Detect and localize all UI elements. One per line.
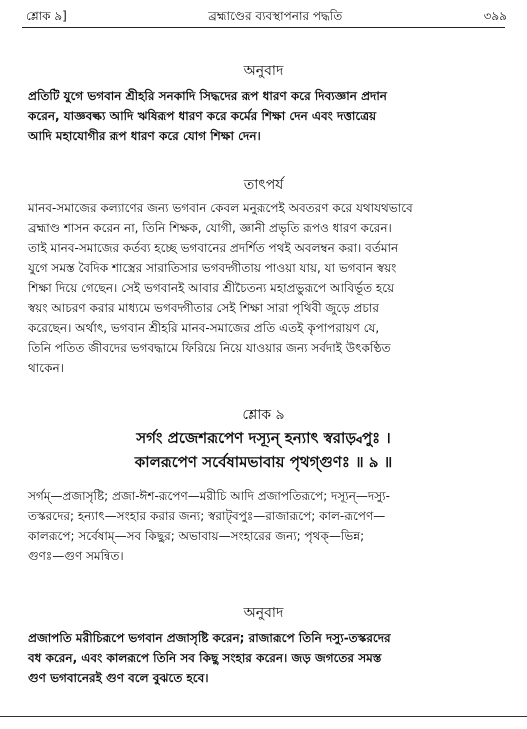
header-chapter-title: ব্রহ্মাণ্ডের ব্যবস্থাপনার পদ্ধতি [208, 9, 343, 23]
running-header [26, 8, 507, 24]
purport-text: মানব-সমাজের কল্যাণের জন্য ভগবান কেবল মনুরূপেই অবতরণ করে যথাযথভাবে ব্রহ্মাণ্ড শাসন করেন না, তিনি শিক্ষক, যোগী, জ্ঞানী প্রভৃতি রূপও ধারণ করেন। তাই মানব-সমাজের কর্তব্য হচ্ছে ভগবানের প্রদর্শিত পথই অবলম্বন করা। বর্তমান যুগে সমস্ত বৈদিক শাস্ত্রের সারাতিসার ভগবদ্গীতায় পাওয়া যায়, যা ভগবান স্বয়ং শিক্ষা দিয়ে গেছেন। সেই ভগবানই আবার শ্রীচৈতন্য মহাপ্রভুরূপে আবির্ভূত হয়ে স্বয়ং আচরণ করার মাধ্যমে ভগবদ্গীতার সেই শিক্ষা সারা পৃথিবী জুড়ে প্রচার করেছেন। অর্থাৎ, ভগবান শ্রীহরি মানব-সমাজের প্রতি এতই কৃপাপরায়ণ যে, তিনি পতিত জীবদের ভগবদ্ধামে ফিরিয়ে নিয়ে যাওয়ার জন্য সর্বদাই উৎকণ্ঠিত থাকেন। [28, 201, 413, 375]
translation-text: প্রতিটি যুগে ভগবান শ্রীহরি সনকাদি সিদ্ধদের রূপ ধারণ করে দিব্যজ্ঞান প্রদান করেন, যাজ্ঞবল্ক্য আদি ঋষিরূপ ধারণ করে কর্মের শিক্ষা দেন এবং দত্তাত্রেয় আদি মহাযোগীর রূপ ধারণ করে যোগ শিক্ষা দেন। [28, 89, 387, 143]
purport-heading: তাৎপর্য [243, 177, 284, 193]
header-page-number: ৩৯৯ [483, 9, 507, 23]
translation2-text: প্রজাপতি মরীচিরূপে ভগবান প্রজাসৃষ্টি করেন; রাজারূপে তিনি দস্যু-তস্করদের বধ করেন, এবং কালরূপে তিনি সব কিছু সংহার করেন। জড় জগতের সমস্ত গুণ ভগবানেরই গুণ বলে বুঝতে হবে। [28, 631, 391, 685]
page-bottom-edge [0, 716, 527, 717]
header-rule [22, 27, 505, 28]
translation2-heading: অনুবাদ [243, 605, 284, 621]
synonyms-text: সর্গম্—প্রজাসৃষ্টি; প্রজা-ঈশ-রূপেণ—মরীচি আদি প্রজাপতিরূপে; দস্যূন্—দস্যু- তস্করদের; হন্যাৎ—সংহার করার জন্য; স্বরাট্‌বপুঃ—রাজারূপে; কাল-রূপেণ— কালরূপে; সর্বেষাম্—সব কিছুর; অভাবায়—সংহারের জন্য; পৃথক্—ভিন্ন; গুণঃ—গুণ সমন্বিত। [28, 489, 390, 563]
header-verse-ref: শ্লোক ৯] [26, 9, 67, 23]
verse-heading: শ্লোক ৯ [242, 407, 285, 423]
translation-heading: অনুবাদ [243, 63, 284, 79]
verse-text: সর্গং প্রজেশরূপেণ দস্যূন্ হন্যাৎ স্বরাড়্বপুঃ । কালরূপেণ সর্বেষামভাবায় পৃথগ্‌গুণঃ ॥ ৯ ॥ [134, 429, 393, 471]
